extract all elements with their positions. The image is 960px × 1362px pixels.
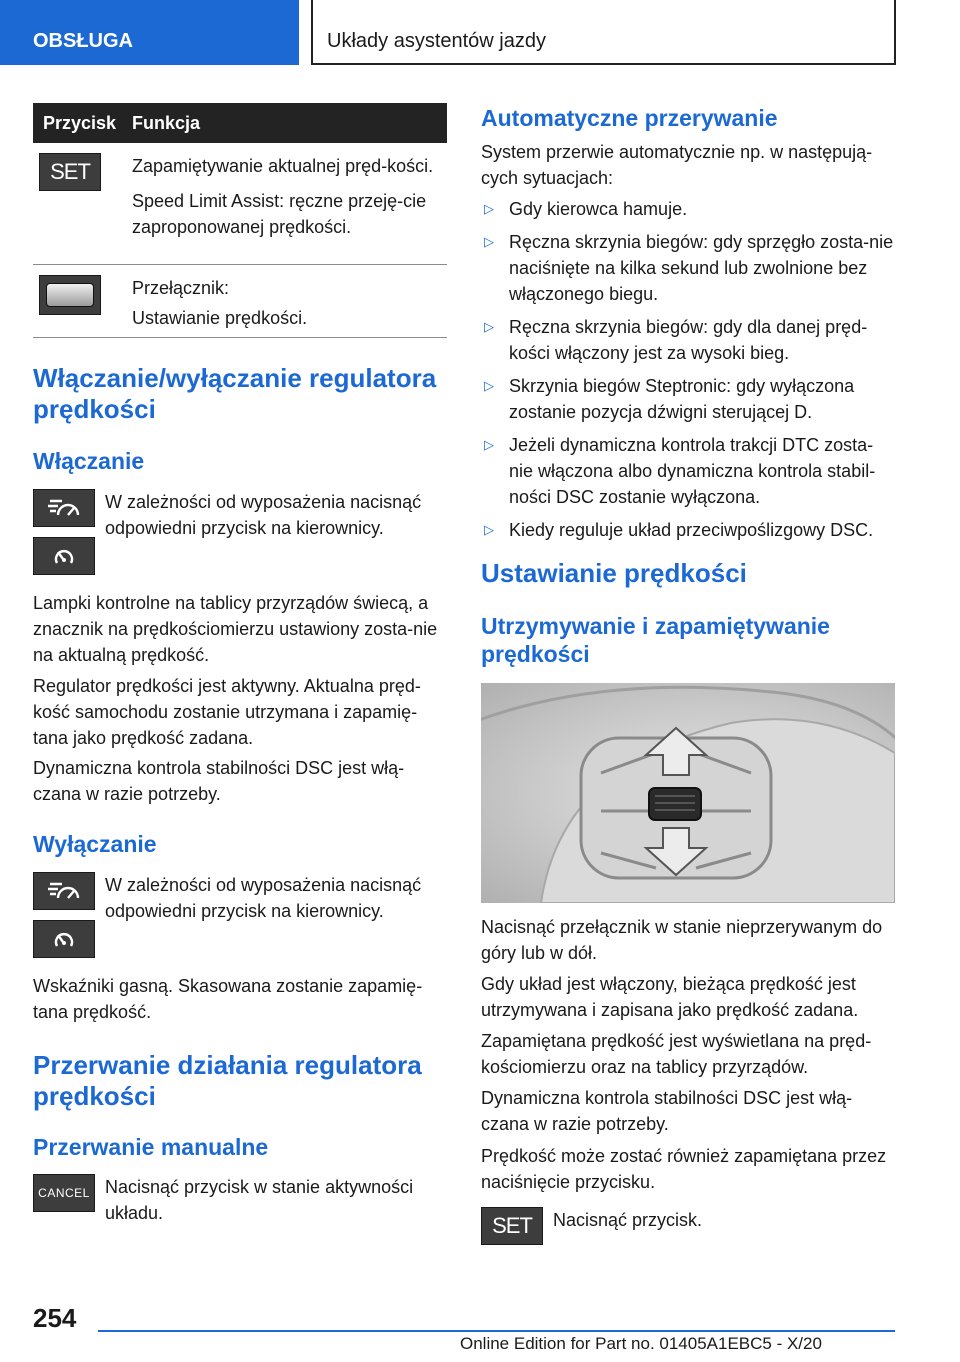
cancel-button-icon: CANCEL — [33, 1174, 95, 1212]
table-row — [33, 265, 447, 338]
footer-rule — [98, 1330, 895, 1332]
off-text: W zależności od wyposażenia nacisnąć odpowiedni przycisk na kierownicy. — [105, 875, 422, 921]
heading-set-speed: Ustawianie prędkości — [481, 558, 747, 588]
list-item: ▷ Skrzynia biegów Steptronic: gdy wyłączona zostanie pozycja dźwigni sterującej D. — [481, 373, 895, 425]
triangle-bullet-icon: ▷ — [484, 234, 494, 249]
triangle-bullet-icon: ▷ — [484, 378, 494, 393]
section-tab — [0, 0, 299, 65]
heading-onoff: Włączanie/wyłączanie regulatora prędkości — [33, 363, 437, 424]
heading-hold-speed: Utrzymywanie i zapamiętywanie prędkości — [481, 613, 830, 667]
heading-interrupt: Przerwanie działania regulatora prędkości — [33, 1050, 422, 1111]
speed-limiter-icon — [33, 537, 95, 575]
table-row-text: Zapamiętywanie aktualnej pręd-kości. — [132, 156, 434, 176]
section-title: OBSŁUGA — [33, 30, 133, 52]
page-number: 254 — [33, 1303, 77, 1333]
table-row-text: Przełącznik: — [132, 278, 230, 298]
hold-paragraph-1: Nacisnąć przełącznik w stanie nieprzerywanym do góry lub w dół. — [481, 917, 883, 963]
heading-auto: Automatyczne przerywanie — [481, 105, 778, 131]
hold-paragraph-3: Zapamiętana prędkość jest wyświetlana na pręd-kościomierzu oraz na tablicy przyrządów. — [481, 1031, 872, 1077]
off-paragraph-1: Wskaźniki gasną. Skasowana zostanie zapamię-tana prędkość. — [33, 976, 423, 1022]
triangle-bullet-icon: ▷ — [484, 319, 494, 334]
list-item: ▷ Jeżeli dynamiczna kontrola trakcji DTC zosta-nie włączona albo dynamiczna kontrola stabil-ności DSC zostanie wyłączona. — [481, 432, 895, 510]
heading-manual: Przerwanie manualne — [33, 1134, 269, 1160]
table-header-button: Przycisk — [43, 112, 117, 133]
table-row-text: Ustawianie prędkości. — [132, 308, 308, 328]
on-paragraph-1: Lampki kontrolne na tablicy przyrządów świecą, a znacznik na prędkościomierzu ustawiony zosta-nie na aktualną prędkość. — [33, 593, 438, 665]
table-header — [33, 103, 447, 143]
heading-on: Włączanie — [33, 448, 145, 474]
auto-intro: System przerwie automatycznie np. w następują-cych sytuacjach: — [481, 142, 873, 188]
list-item: ▷ Gdy kierowca hamuje. — [481, 196, 895, 222]
on-paragraph-2: Regulator prędkości jest aktywny. Aktualna pręd-kość samochodu zostanie utrzymana i zapamię-tana jako prędkość zadana. — [33, 676, 421, 748]
triangle-bullet-icon: ▷ — [484, 437, 494, 452]
list-item: ▷ Ręczna skrzynia biegów: gdy sprzęgło zosta-nie naciśnięte na kilka sekund lub zwolnione bez włączonego biegu. — [481, 229, 895, 307]
on-text: W zależności od wyposażenia nacisnąć odpowiedni przycisk na kierownicy. — [105, 492, 422, 538]
hold-paragraph-2: Gdy układ jest włączony, bieżąca prędkość jest utrzymywana i zapisana jako prędkość zadana. — [481, 974, 859, 1020]
set-button-icon: SET — [481, 1207, 543, 1245]
manual-text: Nacisnąć przycisk w stanie aktywności układu. — [105, 1177, 414, 1223]
hold-paragraph-4: Dynamiczna kontrola stabilności DSC jest włą-czana w razie potrzeby. — [481, 1088, 853, 1134]
auto-bullet-list — [481, 196, 895, 550]
manual-instruction — [33, 1174, 447, 1226]
footer-edition: Online Edition for Part no. 01405A1EBC5 - X/20 — [460, 1334, 822, 1353]
set-instruction — [481, 1207, 895, 1245]
list-item: ▷ Kiedy reguluje układ przeciwpoślizgowy DSC. — [481, 517, 895, 543]
on-paragraph-3: Dynamiczna kontrola stabilności DSC jest włą-czana w razie potrzeby. — [33, 758, 405, 804]
table-header-function: Funkcja — [132, 112, 201, 133]
list-item: ▷ Ręczna skrzynia biegów: gdy dla danej pręd-kości włączony jest za wysoki bieg. — [481, 314, 895, 366]
hold-paragraph-5: Prędkość może zostać również zapamiętana przez naciśnięcie przycisku. — [481, 1146, 887, 1192]
on-instruction — [33, 489, 447, 575]
cruise-control-icon — [33, 489, 95, 527]
steering-wheel-photo — [481, 683, 895, 903]
chapter-tab — [311, 0, 896, 65]
rocker-switch-icon — [39, 275, 101, 315]
table-row — [33, 143, 447, 265]
chapter-title: Układy asystentów jazdy — [327, 30, 546, 52]
off-instruction — [33, 872, 447, 958]
set-button-icon: SET — [39, 153, 101, 191]
set-text: Nacisnąć przycisk. — [553, 1210, 703, 1230]
button-function-table — [33, 103, 447, 338]
triangle-bullet-icon: ▷ — [484, 201, 494, 216]
speed-limiter-icon — [33, 920, 95, 958]
table-row-text: Speed Limit Assist: ręczne przeję-cie zaproponowanej prędkości. — [132, 191, 427, 237]
triangle-bullet-icon: ▷ — [484, 522, 494, 537]
cruise-control-icon — [33, 872, 95, 910]
heading-off: Wyłączanie — [33, 831, 157, 857]
